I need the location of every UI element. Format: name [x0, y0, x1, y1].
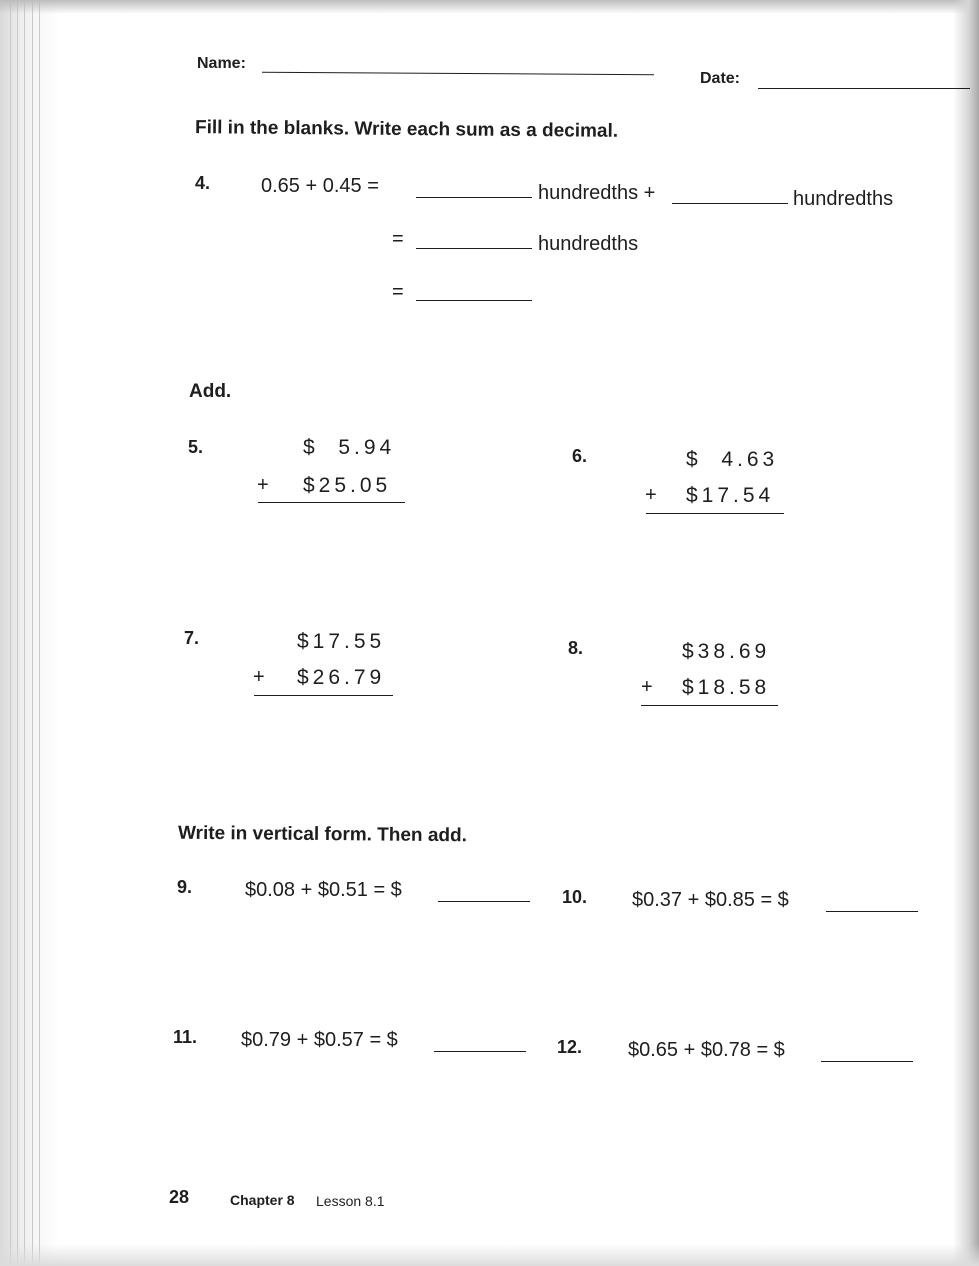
page-number: 28 — [169, 1187, 190, 1207]
q8-bottom: $18.58 — [682, 676, 771, 699]
q8-number: 8. — [568, 638, 584, 658]
fill-instruction: Fill in the blanks. Write each sum as a decimal. — [194, 117, 619, 142]
q4-number: 4. — [195, 173, 211, 193]
q5-sum-line[interactable] — [258, 502, 405, 503]
q4-blank-4[interactable] — [416, 300, 532, 301]
q11-answer-blank[interactable] — [434, 1051, 526, 1052]
q5-number: 5. — [188, 437, 204, 457]
q4-unit-1: hundredths + — [538, 182, 656, 204]
q12-answer-blank[interactable] — [821, 1061, 913, 1062]
q9-expression: $0.08 + $0.51 = $ — [245, 879, 402, 901]
q4-unit-3: hundredths — [538, 233, 639, 255]
q7-number: 7. — [184, 628, 200, 648]
q6-top: $ 4.63 — [686, 448, 779, 471]
q4-unit-2: hundredths — [793, 188, 894, 210]
q4-blank-3[interactable] — [416, 248, 532, 249]
q5-top: $ 5.94 — [303, 436, 396, 459]
scan-shadow-right — [953, 0, 979, 1266]
q7-sum-line[interactable] — [254, 695, 393, 696]
vertical-instruction: Write in vertical form. Then add. — [177, 822, 468, 847]
chapter-label: Chapter 8 — [230, 1192, 295, 1208]
q7-plus: + — [253, 666, 265, 688]
page-stack-edges — [8, 0, 48, 1266]
q11-expression: $0.79 + $0.57 = $ — [241, 1029, 398, 1051]
q7-bottom: $26.79 — [297, 666, 386, 689]
date-field[interactable] — [758, 88, 970, 89]
q6-bottom: $17.54 — [686, 484, 775, 507]
add-instruction: Add. — [189, 381, 232, 402]
name-field[interactable] — [262, 72, 654, 75]
q4-eq-line3: = — [392, 281, 404, 303]
scan-shadow-bottom — [0, 1244, 979, 1266]
q10-number: 10. — [562, 887, 588, 907]
q8-top: $38.69 — [682, 640, 771, 663]
q9-number: 9. — [177, 877, 193, 897]
q8-plus: + — [641, 676, 653, 698]
q4-eq-line2: = — [392, 228, 404, 250]
q5-bottom: $25.05 — [303, 474, 392, 497]
q6-plus: + — [645, 484, 657, 506]
q10-answer-blank[interactable] — [826, 911, 918, 912]
q10-expression: $0.37 + $0.85 = $ — [632, 889, 789, 911]
q4-blank-2[interactable] — [672, 203, 788, 204]
lesson-label: Lesson 8.1 — [316, 1193, 385, 1209]
scan-shadow-top — [0, 0, 979, 14]
q6-sum-line[interactable] — [646, 513, 784, 514]
q11-number: 11. — [173, 1027, 198, 1047]
q7-top: $17.55 — [297, 630, 386, 653]
q12-number: 12. — [557, 1037, 583, 1057]
q5-plus: + — [257, 474, 269, 496]
q4-expression: 0.65 + 0.45 = — [261, 175, 379, 197]
q4-blank-1[interactable] — [416, 197, 532, 198]
q9-answer-blank[interactable] — [438, 901, 530, 902]
q8-sum-line[interactable] — [641, 705, 778, 706]
name-label: Name: — [197, 55, 246, 72]
q12-expression: $0.65 + $0.78 = $ — [628, 1039, 785, 1061]
q6-number: 6. — [572, 446, 588, 466]
date-label: Date: — [700, 70, 741, 87]
